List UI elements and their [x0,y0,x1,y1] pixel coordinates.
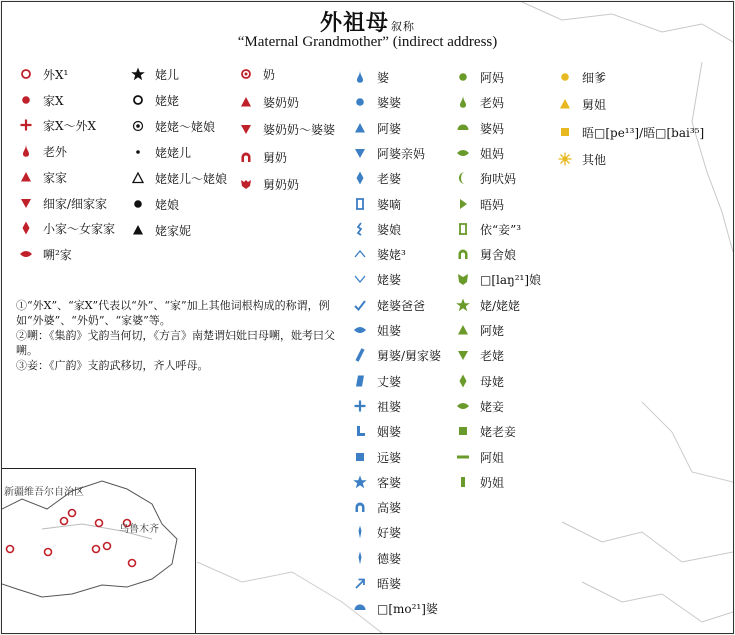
legend-label: 姥姥儿～姥娘 [155,171,228,186]
legend-item [455,221,521,237]
legend-label: 婆嘀 [377,197,402,212]
triangle-up-icon [352,120,368,136]
legend-label: 阿姥 [480,323,505,338]
legend-item [238,176,299,192]
map-title [2,6,733,37]
legend-item [18,220,115,236]
legend-label: 舅奶 [263,150,288,165]
legend-item [352,398,401,414]
legend-label: 婆婆 [377,95,402,110]
legend-item [352,322,401,338]
legend-item [352,575,401,591]
legend-item [455,69,504,85]
legend-item [18,169,67,185]
legend-item [352,145,425,161]
legend-label: 姥姥 [155,93,180,108]
bar-icon [455,474,471,490]
bars-icon [455,221,471,237]
legend-label: 姥婆爸爸 [377,298,426,313]
legend-item [130,196,179,212]
legend-item [455,322,504,338]
filled-circle-icon [352,94,368,110]
spike-icon [352,524,368,540]
inset-city-label: 乌鲁木齐 [119,524,159,535]
inset-point-marker [61,518,68,525]
chevron-down-icon [352,271,368,287]
legend-item [352,94,401,110]
legend-item [455,474,504,490]
legend-item [18,195,107,211]
legend-item [352,120,401,136]
legend-item [238,66,275,82]
legend-item [455,120,504,136]
hook-icon [352,221,368,237]
legend-label: 阿婆亲妈 [377,146,426,161]
drop-icon [18,143,34,159]
legend-label: 家X～外X [43,118,97,133]
legend-label: 婆奶奶 [263,95,300,110]
legend-label: 奶 [263,67,276,82]
inset-region-label: 新疆维吾尔自治区 [4,487,84,498]
triangle-up-icon [130,222,146,238]
lens-icon [455,398,471,414]
legend-item [455,246,516,262]
star-icon [352,474,368,490]
legend-label: 奶姐 [480,475,505,490]
legend-label: 姻婆 [377,424,402,439]
square-icon [455,423,471,439]
legend-label: 阿婆 [377,121,402,136]
legend-label: 家X [43,93,64,108]
inset-point-marker [93,546,100,553]
legend-label: 舅舍娘 [480,247,517,262]
legend-label: 老妈 [480,95,505,110]
legend-item [18,143,67,159]
boot-icon [352,423,368,439]
legend-label: 客婆 [377,475,402,490]
legend-label: 晤□[pe¹³]/晤□[bai³⁵] [582,125,705,140]
legend-item [130,66,179,82]
legend-item [352,524,401,540]
legend-item [130,144,191,160]
triangle-up-icon [18,169,34,185]
legend-label: 好婆 [377,525,402,540]
legend-label: 姥/姥姥 [480,298,521,313]
triangle-outline-icon [130,170,146,186]
legend-label: 姥儿 [155,67,180,82]
triangle-down-icon [238,121,254,137]
legend-item [352,550,401,566]
note-2: ②嗍：《集韵》戈韵当何切，《方言》南楚谓妇妣曰母嗍，妣考曰父嗍。 [16,329,335,357]
lens-icon [18,246,34,262]
legend-label: 小家～女家家 [43,221,116,236]
star-icon [130,66,146,82]
legend-label: 晤婆 [377,576,402,591]
note-1: ①“外X”、“家X”代表以“外”、“家”加上其他词根构成的称谓，例如“外婆”、“外奶”、“家婆”等。 [16,299,330,327]
legend-item [238,94,299,110]
legend-item [557,69,606,85]
moon-icon [455,170,471,186]
legend-label: 高婆 [377,500,402,515]
legend-item [455,449,504,465]
legend-item [455,271,541,287]
legend-item [352,373,401,389]
legend-item [455,145,504,161]
inset-point-marker [7,546,14,553]
legend-item [352,196,401,212]
map-frame [1,1,734,634]
legend-label: 姐婆 [377,323,402,338]
legend-label: 老姥 [480,348,505,363]
diamond-icon [352,170,368,186]
legend-label: 姥婆 [377,272,402,287]
legend-label: 姥姥儿 [155,145,192,160]
half-circle-icon [455,120,471,136]
filled-circle-icon [130,196,146,212]
legend-item [557,151,606,167]
legend-label: 阿姐 [480,450,505,465]
legend-label: 阿妈 [480,70,505,85]
ring-dot-icon [238,66,254,82]
legend-label: 远婆 [377,450,402,465]
legend-label: 姥妾 [480,399,505,414]
legend-label: 其他 [582,152,607,167]
legend-item [352,271,401,287]
legend-label: 丈婆 [377,374,402,389]
open-circle-icon [18,66,34,82]
star-icon [455,297,471,313]
legend-item [455,297,520,313]
legend-label: □[mo²¹]婆 [377,601,438,616]
legend-label: 老婆 [377,171,402,186]
filled-circle-icon [557,69,573,85]
double-circle-icon [130,118,146,134]
legend-item [130,92,179,108]
legend-item [130,222,191,238]
legend-item [18,246,72,262]
heart-icon [238,176,254,192]
legend-item [455,170,516,186]
parallelogram-icon [352,373,368,389]
legend-item [352,347,441,363]
legend-label: 婆 [377,70,390,85]
legend-item [455,94,504,110]
legend-item [130,118,215,134]
inset-point-marker [96,520,103,527]
check-icon [352,297,368,313]
slash-icon [352,347,368,363]
triangle-down-icon [352,145,368,161]
square-icon [557,124,573,140]
triangle-up-icon [557,96,573,112]
legend-label: 姐妈 [480,146,505,161]
legend-label: 婆妈 [480,121,505,136]
legend-label: 舅奶奶 [263,177,300,192]
legend-item [238,149,287,165]
legend-label: 母姥 [480,374,505,389]
legend-label: 晤妈 [480,197,505,212]
legend-item [557,124,704,140]
legend-label: 嗍²家 [43,247,72,262]
legend-label: 德婆 [377,551,402,566]
title-en: “Maternal Grandmother” (indirect address) [237,34,498,50]
legend-item [352,170,401,186]
legend-item [352,221,401,237]
legend-item [238,121,335,137]
legend-item [455,196,504,212]
arrow-icon [352,575,368,591]
legend-label: 姥姥～姥娘 [155,119,216,134]
legend-item [18,66,68,82]
legend-item [455,373,504,389]
legend-item [455,398,504,414]
open-circle-icon [130,92,146,108]
chevron-up-icon [352,246,368,262]
legend-label: 老外 [43,144,68,159]
legend-item [352,600,438,616]
shield-icon [455,271,471,287]
legend-label: 狗吠妈 [480,171,517,186]
legend-label: 家家 [43,170,68,185]
legend-label: 姥老妾 [480,424,517,439]
triangle-down-icon [455,347,471,363]
notes [16,298,336,373]
legend-item [352,297,425,313]
triangle-up-icon [238,94,254,110]
inset-point-marker [45,549,52,556]
legend-label: 外X¹ [43,67,69,82]
legend-label: 婆奶奶～婆婆 [263,122,336,137]
inset-point-marker [69,510,76,517]
half-circle-icon [352,600,368,616]
inset-point-marker [104,543,111,550]
drop-icon [455,94,471,110]
legend-label: 姥家妮 [155,223,192,238]
legend-item [455,423,516,439]
legend-item [352,499,401,515]
legend-label: 依“妾”³ [480,222,522,237]
inset-point-marker [129,560,136,567]
arch-icon [352,499,368,515]
legend-label: 婆娘 [377,222,402,237]
legend-item [455,347,504,363]
legend-item [18,117,96,133]
legend-item [130,170,227,186]
spike-icon [352,550,368,566]
triangle-down-icon [18,195,34,211]
legend-label: 舅姐 [582,97,607,112]
title-zh-sub: 叙称 [391,20,415,33]
legend-item [18,92,64,108]
diamond-icon [18,220,34,236]
cross-icon [352,398,368,414]
legend-item [352,423,401,439]
arch-icon [238,149,254,165]
legend-label: 细爹 [582,70,607,85]
title-zh: 外祖母 [319,10,389,36]
legend-label: 细家/细家家 [43,196,108,211]
legend-item [557,96,606,112]
square-icon [352,449,368,465]
legend-label: 祖婆 [377,399,402,414]
legend-label: 婆姥³ [377,247,406,262]
legend-item [352,474,401,490]
sun-icon [557,151,573,167]
note-3: ③妾：《广韵》支韵武移切，齐人呼母。 [16,359,209,372]
lens-icon [455,145,471,161]
legend-label: □[laŋ²¹]娘 [480,272,542,287]
triangle-up-icon [455,322,471,338]
dot-icon [130,144,146,160]
legend-label: 舅婆/舅家婆 [377,348,442,363]
filled-circle-icon [18,92,34,108]
cross-icon [18,117,34,133]
drop-icon [352,69,368,85]
dash-icon [455,449,471,465]
legend-item [352,69,389,85]
legend-item [352,246,406,262]
legend-label: 姥娘 [155,197,180,212]
play-icon [455,196,471,212]
bars-icon [352,196,368,212]
legend-item [352,449,401,465]
diamond-icon [455,373,471,389]
filled-circle-icon [455,69,471,85]
arch-icon [455,246,471,262]
inset-map [2,468,196,634]
lens-icon [352,322,368,338]
